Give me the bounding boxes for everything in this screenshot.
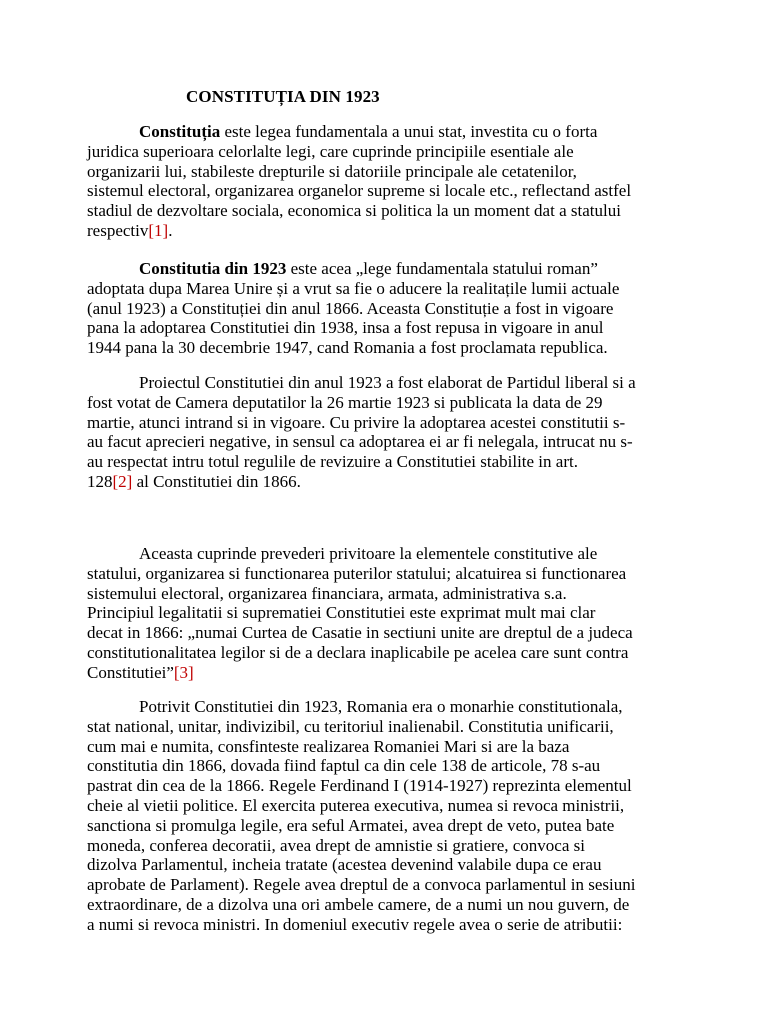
paragraph-constitution-1923: Constitutia din 1923 este acea „lege fundamentala statului roman” adoptata dupa Marea Unire și a vrut sa fie o aducere la realitațile lumii actuale (anul 1923) a Constituției din anul 1866. Aceasta Constituție a fost in vigoare pana la adoptarea Constitutiei din 1938, insa a fost repusa in vigoare in anul 1944 pana la 30 decembrie 1947, cand Romania a fost proclamata republica. [87,259,620,358]
page-title: CONSTITUȚIA DIN 1923 [186,87,380,106]
bold-term: Constitutia din 1923 [139,259,287,278]
paragraph-monarchy: Potrivit Constitutiei din 1923, Romania era o monarhie constitutionala, stat national, unitar, indivizibil, cu teritoriul inalienabil. Constitutia unificarii, cum mai e numita, consfinteste realizarea Romaniei Mari si are la baza constitutia din 1866, dovada fiind faptul ca din cele 138 de articole, 78 s-au pastrat din cea de la 1866. Regele Ferdinand I (1914-1927) reprezinta elementul cheie al vietii politice. El exercita puterea executiva, numea si revoca ministrii, sanctiona si promulga legile, era seful Armatei, avea drept de veto, putea bate moneda, conferea decoratii, avea drept de amnistie si gratiere, convoca si dizolva Parlamentul, incheia tratate (acestea devenind valabile dupa ce erau aprobate de Parlament). Regele avea dreptul de a convoca parlamentul in sesiuni extraordinare, de a dizolva una ori ambele camere, de a numi un nou guvern, de a numi si revoca ministri. In domeniul executiv regele avea o serie de atributii: [87,697,636,934]
paragraph-provisions: Aceasta cuprinde prevederi privitoare la elementele constitutive ale statului, organizarea si functionarea puterilor statului; alcatuirea si functionarea sistemului electoral, organizarea financiara, armata, administrativa s.a. Principiul legalitatii si suprematiei Constitutiei este exprimat mult mai clar decat in 1866: „numai Curtea de Casatie in sectiuni unite are dreptul de a judeca constitutionalitatea legilor si de a declara inaplicabile pe acelea care sunt contra Constitutiei”[3] [87,544,633,682]
footnote-link-1[interactable]: [1] [148,220,169,240]
footnote-link-3[interactable]: [3] [173,662,194,682]
paragraph-definition: Constituția este legea fundamentala a unui stat, investita cu o forta juridica superioara celorlalte legi, care cuprinde principiile esentiale ale organizarii lui, stabileste drepturile si datoriile principale ale cetatenilor, sistemul electoral, organizarea organelor supreme si locale etc., reflectand astfel stadiul de dezvoltare sociala, economica si politica la un moment dat a statului respectiv[1]. [87,122,632,240]
bold-term: Constituția [139,122,221,141]
footnote-link-2[interactable]: [2] [112,471,133,491]
paragraph-adoption: Proiectul Constitutiei din anul 1923 a fost elaborat de Partidul liberal si a fost votat de Camera deputatilor la 26 martie 1923 si publicata la data de 29 martie, atunci intrand si in vigoare. Cu privire la adoptarea acestei constitutii s- au facut aprecieri negative, in sensul ca adoptarea ei ar fi nelegala, intrucat nu s- au respectat intru totul regulile de revizuire a Constitutiei stabilite in art. 128[2] al Constitutiei din 1866. [87,373,636,491]
